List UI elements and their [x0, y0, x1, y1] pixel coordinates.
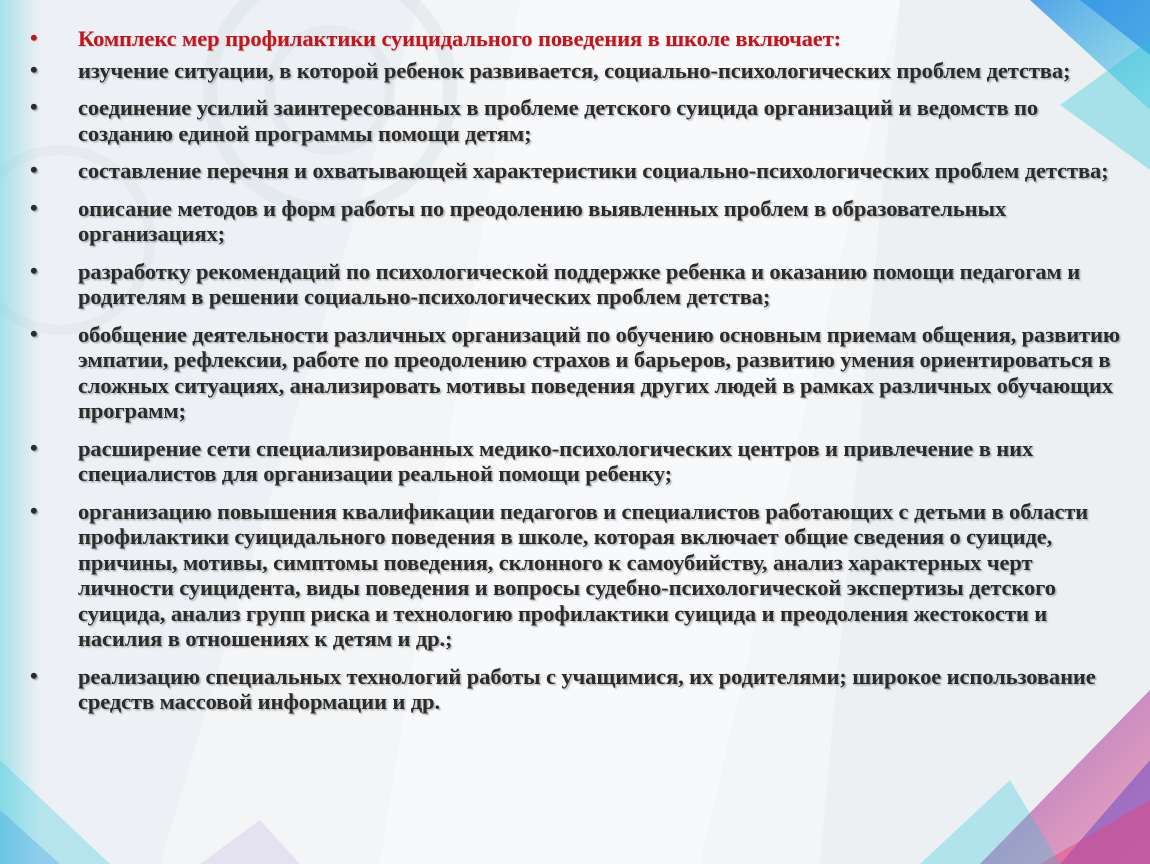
list-item-text: составление перечня и охватывающей характеристики социально-психологических проблем детства; [78, 158, 1109, 183]
list-item-text: организацию повышения квалификации педагогов и специалистов работающих с детьми в области профилактики суицидального поведения в школе, которая включает общие сведения о суициде, причины, мотивы, симптомы поведения, склонного к самоубийству, анализ характерных черт личности суицидента, виды поведения и вопросы судебно-психологической экспертизы детского суицида, анализ групп риска и технологию профилактики суицида и преодоления жестокости и насилия в отношениях к детям и др.; [78, 498, 1089, 651]
list-item [28, 58, 1128, 84]
list-item [28, 664, 1128, 715]
list-item-text: расширение сети специализированных медико-психологических центров и привлечение в них специалистов для организации реальной помощи ребенку; [78, 435, 1034, 486]
list-title [28, 26, 1128, 52]
bullet-icon: • [30, 434, 38, 460]
list-item [28, 158, 1128, 184]
list-item [28, 436, 1128, 487]
list-item-text: соединение усилий заинтересованных в проблеме детского суицида организаций и ведомств по созданию единой программы помощи детям; [78, 95, 1039, 146]
list-item [28, 196, 1128, 247]
list-item-text: описание методов и форм работы по преодолению выявленных проблем в образовательных организациях; [78, 195, 1007, 246]
list-item-text: изучение ситуации, в которой ребенок развивается, социально-психологических проблем детства; [78, 57, 1071, 83]
bullet-icon: • [30, 194, 38, 220]
list-item [28, 95, 1128, 146]
bullet-icon: • [30, 56, 38, 82]
bullet-icon: • [30, 320, 38, 346]
bullet-icon: • [30, 497, 38, 523]
bullet-icon: • [30, 157, 38, 182]
bullet-list [28, 26, 1128, 727]
list-item-text: реализацию специальных технологий работы с учащимися, их родителями; широкое использование средств массовой информации и др. [78, 663, 1096, 714]
list-item [28, 259, 1128, 310]
bullet-icon: • [30, 25, 38, 50]
bullet-icon: • [30, 662, 38, 688]
bullet-icon: • [30, 94, 38, 119]
title-text: Комплекс мер профилактики суицидального поведения в школе включает: [78, 26, 842, 51]
bullet-icon: • [30, 257, 38, 283]
list-item [28, 322, 1128, 424]
list-item-text: обобщение деятельности различных организаций по обучению основным приемам общения, развитию эмпатии, рефлексии, работе по преодолению страхов и барьеров, развитию умения ориентироваться в сложных ситуациях, анализировать мотивы поведения других людей в рамках различных обучающих программ; [78, 321, 1120, 423]
list-item [28, 499, 1128, 652]
list-item-text: разработку рекомендаций по психологической поддержке ребенка и оказанию помощи педагогам и родителям в решении социально-психологических проблем детства; [78, 258, 1081, 309]
